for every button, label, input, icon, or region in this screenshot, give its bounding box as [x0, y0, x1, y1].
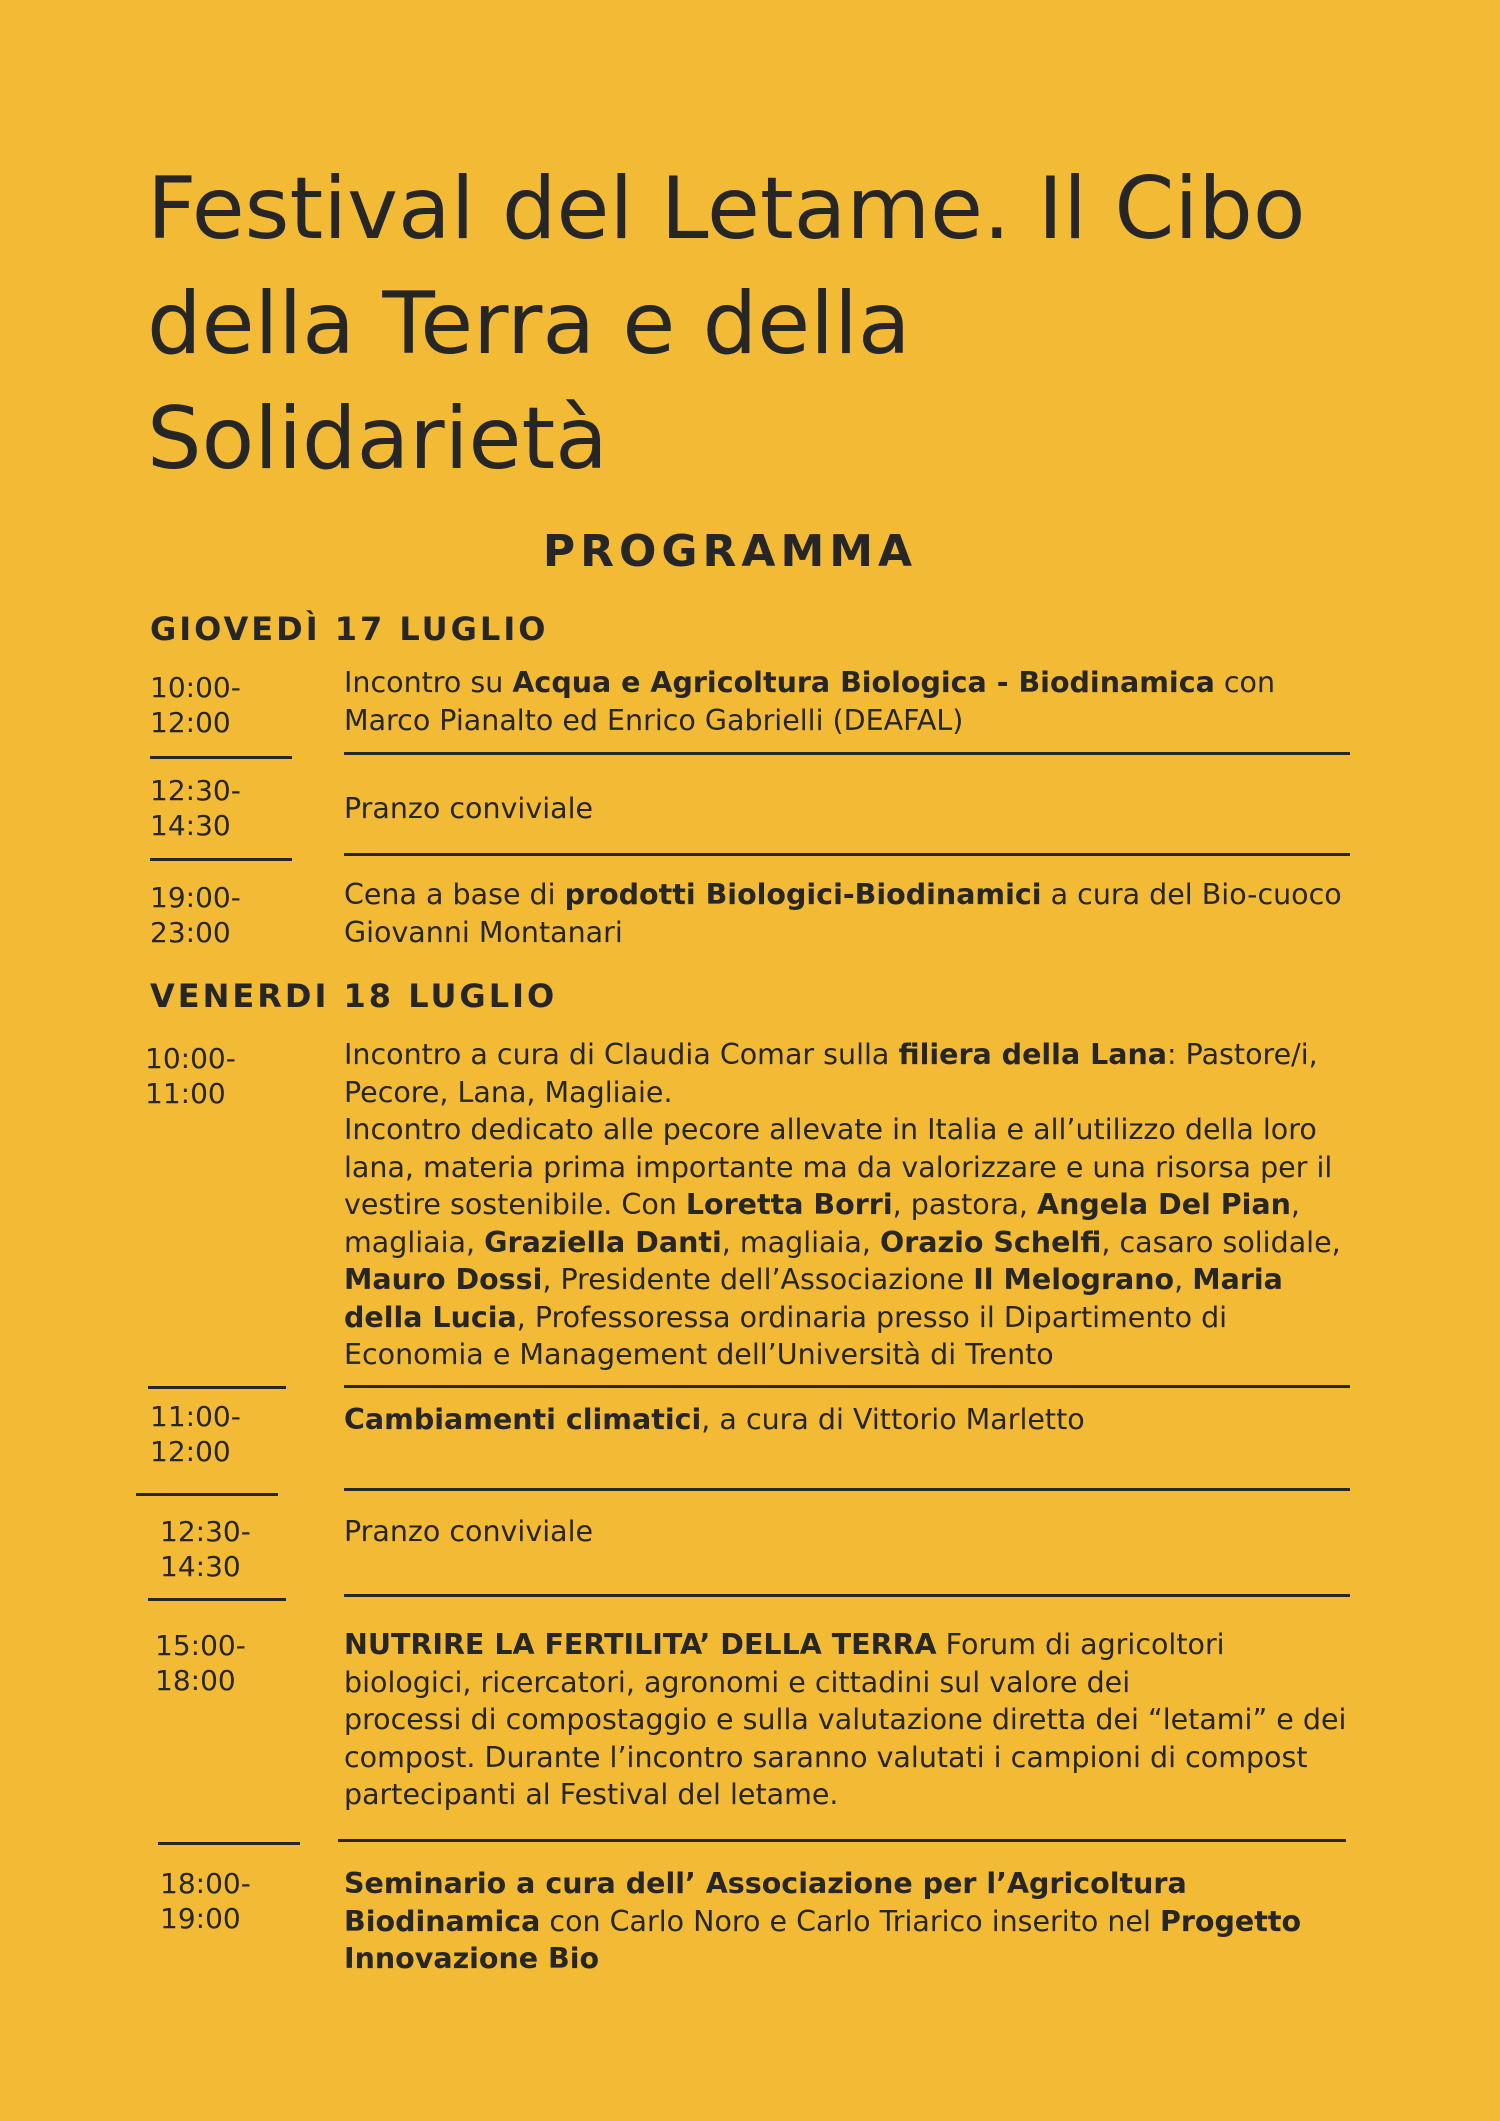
event-description: [344, 1401, 1354, 1439]
event-time: 10:00- 11:00: [145, 1042, 236, 1110]
time-divider: [136, 1493, 278, 1496]
event-description: [344, 790, 1354, 828]
text-segment: Pranzo conviviale: [344, 1515, 594, 1548]
description-divider: [344, 752, 1350, 755]
event-time: 12:30- 14:30: [150, 774, 241, 842]
text-segment: Incontro a cura di Claudia Comar sulla: [344, 1038, 899, 1071]
description-divider: [344, 853, 1350, 856]
bold-text: Angela Del Pian: [1037, 1188, 1291, 1221]
event-time: 12:30- 14:30: [160, 1515, 251, 1583]
text-segment: Pranzo conviviale: [344, 792, 594, 825]
description-divider: [344, 1488, 1350, 1491]
description-divider: [344, 1385, 1350, 1388]
bold-text: filiera della Lana: [898, 1038, 1168, 1071]
text-segment: : Pastore/i, Pecore, Lana, Magliaie. Incontro dedicato alle pecore allevate in Italia e all’utilizzo della loro lana, materia prima importante ma da valorizzare e una risorsa per il vestire sostenibile. Con: [344, 1038, 1333, 1221]
event-time: 10:00- 12:00: [150, 671, 241, 739]
day-heading: GIOVEDÌ 17 LUGLIO: [150, 610, 549, 648]
bold-text: Orazio Schelfi: [880, 1225, 1102, 1259]
bold-text: prodotti Biologici-Biodinamici: [564, 878, 1042, 911]
text-segment: a cura del Bio-cuoco Giovanni Montanari: [344, 878, 1342, 949]
bold-text: Progetto Innovazione Bio: [344, 1904, 1302, 1975]
bold-text: Loretta Borri: [685, 1188, 893, 1221]
text-segment: ,: [1174, 1263, 1193, 1296]
text-segment: , magliaia,: [344, 1188, 1300, 1259]
event-time: 15:00- 18:00: [155, 1629, 246, 1697]
text-segment: , casaro solidale,: [1101, 1225, 1341, 1259]
bold-text: Cambiamenti climatici: [344, 1403, 702, 1436]
event-description: [344, 664, 1354, 739]
description-divider: [344, 1594, 1350, 1597]
event-description: [344, 1865, 1354, 1978]
bold-text: NUTRIRE LA FERTILITA’ DELLA TERRA: [344, 1628, 937, 1661]
text-segment: con Carlo Noro e Carlo Triarico inserito nel: [540, 1904, 1160, 1938]
text-segment: con Marco Pianalto ed Enrico Gabrielli (DEAFAL): [344, 666, 1276, 737]
day-heading: VENERDI 18 LUGLIO: [150, 977, 558, 1015]
event-time: 19:00- 23:00: [150, 881, 241, 949]
programme-heading: PROGRAMMA: [542, 526, 918, 577]
text-segment: , pastora,: [892, 1188, 1038, 1221]
bold-text: Seminario a cura dell’ Associazione per l’Agricoltura Biodinamica: [344, 1867, 1187, 1938]
time-divider: [150, 858, 292, 861]
event-description: [344, 1036, 1354, 1374]
description-divider: [338, 1839, 1346, 1842]
time-divider: [150, 756, 292, 759]
event-description: [344, 1626, 1354, 1814]
text-segment: Cena a base di: [344, 878, 565, 911]
text-segment: , a cura di Vittorio Marletto: [701, 1403, 1085, 1436]
text-segment: Incontro su: [344, 666, 513, 699]
text-segment: , Presidente dell’Associazione: [542, 1263, 974, 1296]
bold-text: Acqua e Agricoltura Biologica - Biodinamica: [512, 666, 1215, 699]
time-divider: [148, 1598, 286, 1601]
bold-text: Il Melograno: [973, 1263, 1175, 1296]
event-description: [344, 1513, 1354, 1551]
bold-text: Graziella Danti: [484, 1225, 722, 1259]
text-segment: Forum di agricoltori biologici, ricercatori, agronomi e cittadini sul valore dei processi di compostaggio e sulla valutazione diretta dei “letami” e dei compost. Durante l’incontro saranno valutati i campioni di compost partecipanti al Festival del letame.: [344, 1628, 1347, 1811]
text-segment: , magliaia,: [721, 1225, 881, 1259]
event-description: [344, 876, 1354, 951]
time-divider: [148, 1386, 286, 1389]
event-time: 18:00- 19:00: [160, 1867, 251, 1935]
page-title: Festival del Letame. Il Cibo della Terra e della Solidarietà: [147, 159, 1306, 489]
bold-text: Maria della Lucia: [344, 1263, 1283, 1334]
event-time: 11:00- 12:00: [150, 1400, 241, 1468]
text-segment: , Professoressa ordinaria presso il Dipartimento di Economia e Management dell’Università di Trento: [344, 1300, 1228, 1371]
time-divider: [158, 1842, 300, 1845]
bold-text: Mauro Dossi: [344, 1263, 543, 1296]
